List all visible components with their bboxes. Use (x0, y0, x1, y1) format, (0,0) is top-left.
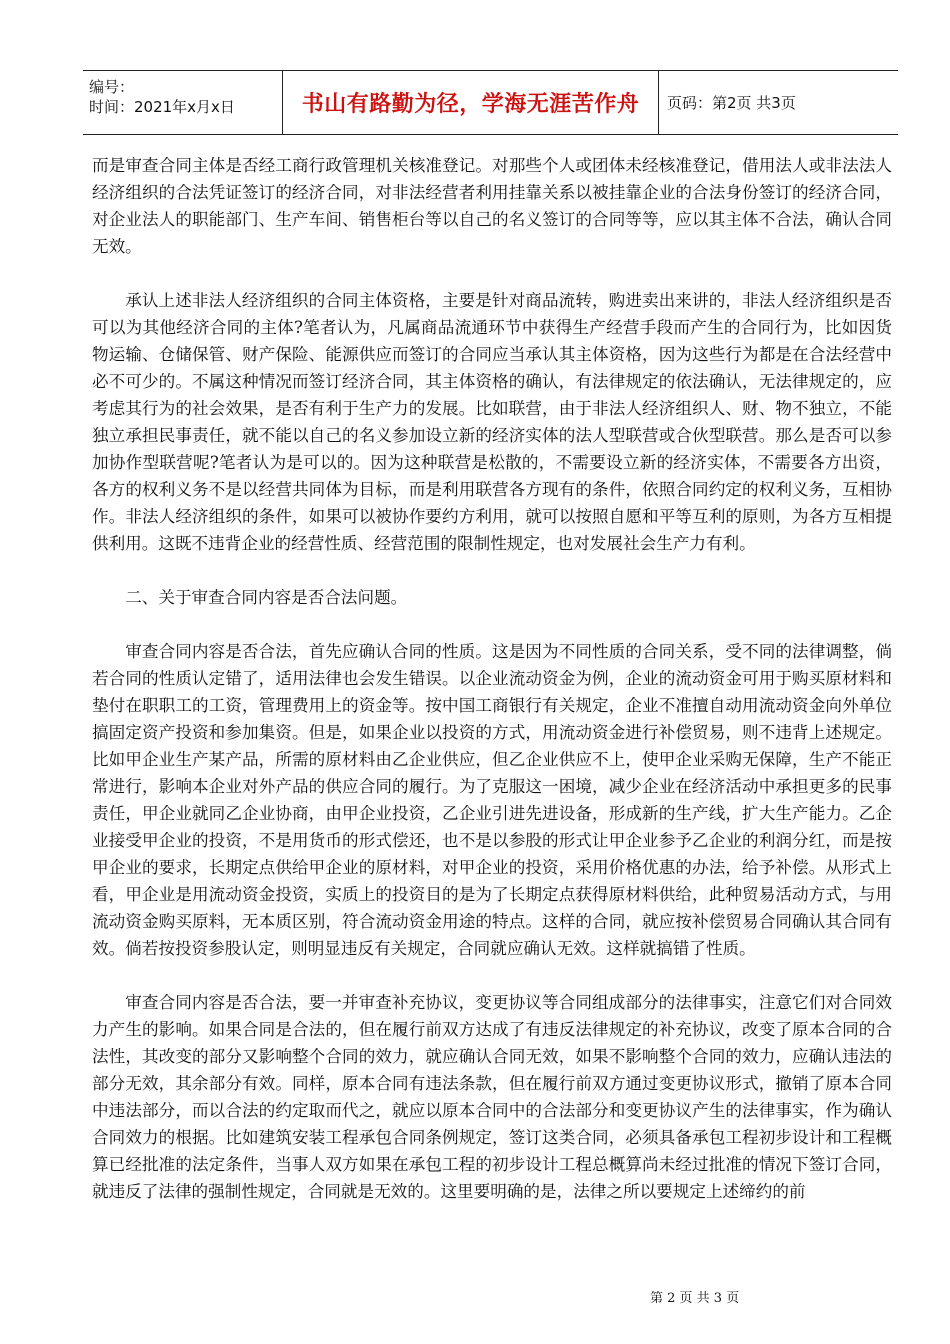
section-heading: 二、关于审查合同内容是否合法问题。 (125, 588, 408, 607)
document-body (92, 152, 892, 1205)
header-motto: 书山有路勤为径，学海无涯苦作舟 (283, 71, 659, 134)
header-meta (83, 71, 283, 134)
paragraph: 承认上述非法人经济组织的合同主体资格，主要是针对商品流转，购进卖出来讲的，非法人经济组织是否可以为其他经济合同的主体?笔者认为，凡属商品流通环节中获得生产经营手段而产生的合同行为，比如因货物运输、仓储保管、财产保险、能源供应而签订的合同应当承认其主体资格，因为这些行为都是在合法经营中必不可少的。不属这种情况而签订经济合同，其主体资格的确认，有法律规定的依法确认，无法律规定的，应考虑其行为的社会效果，是否有利于生产力的发展。比如联营，由于非法人经济组织人、财、物不独立，不能独立承担民事责任，就不能以自己的名义参加设立新的经济实体的法人型联营或合伙型联营。那么是否可以参加协作型联营呢?笔者认为是可以的。因为这种联营是松散的，不需要设立新的经济实体，不需要各方出资，各方的权利义务不是以经营共同体为目标，而是利用联营各方现有的条件，依照合同约定的权利义务，互相协作。非法人经济组织的条件，如果可以被协作要约方利用，就可以按照自愿和平等互利的原则，为各方互相提供利用。这既不违背企业的经营性质、经营范围的限制性规定，也对发展社会生产力有利。 (92, 291, 892, 553)
header-page-info: 页码：第2页 共3页 (667, 94, 796, 112)
paragraph-continuation: 而是审查合同主体是否经工商行政管理机关核准登记。对那些个人或团体未经核准登记，借用法人或非法法人经济组织的合法凭证签订的经济合同，对非法经营者利用挂靠关系以被挂靠企业的合法身份签订的经济合同，对企业法人的职能部门、生产车间、销售柜台等以自己的名义签订的合同等等，应以其主体不合法，确认合同无效。 (92, 156, 892, 256)
time-label: 时间：2021年x月x日 (89, 98, 235, 116)
paragraph: 审查合同内容是否合法，首先应确认合同的性质。这是因为不同性质的合同关系，受不同的法律调整，倘若合同的性质认定错了，适用法律也会发生错误。以企业流动资金为例，企业的流动资金可用于购买原材料和垫付在职职工的工资，管理费用上的资金等。按中国工商银行有关规定，企业不准擅自动用流动资金向外单位搞固定资产投资和参加集资。但是，如果企业以投资的方式，用流动资金进行补偿贸易，则不违背上述规定。比如甲企业生产某产品，所需的原材料由乙企业供应，但乙企业供应不上，使甲企业采购无保障，生产不能正常进行，影响本企业对外产品的供应合同的履行。为了克服这一困境，减少企业在经济活动中承担更多的民事责任，甲企业就同乙企业协商，由甲企业投资，乙企业引进先进设备，形成新的生产线，扩大生产能力。乙企业接受甲企业的投资，不是用货币的形式偿还，也不是以参股的形式让甲企业参予乙企业的利润分红，而是按甲企业的要求，长期定点供给甲企业的原材料，对甲企业的投资，采用价格优惠的办法，给予补偿。从形式上看，甲企业是用流动资金投资，实质上的投资目的是为了长期定点获得原材料供给，此种贸易活动方式，与用流动资金购买原料，无本质区别，符合流动资金用途的特点。这样的合同，就应按补偿贸易合同确认其合同有效。倘若按投资参股认定，则明显违反有关规定，合同就应确认无效。这样就搞错了性质。 (92, 642, 892, 958)
page-footer: 第 2 页 共 3 页 (650, 1291, 740, 1306)
number-label: 编号： (89, 78, 135, 96)
paragraph: 审查合同内容是否合法，要一并审查补充协议，变更协议等合同组成部分的法律事实，注意它们对合同效力产生的影响。如果合同是合法的，但在履行前双方达成了有违反法律规定的补充协议，改变了原本合同的合法性，其改变的部分又影响整个合同的效力，就应确认合同无效，如果不影响整个合同的效力，应确认违法的部分无效，其余部分有效。同样，原本合同有违法条款，但在履行前双方通过变更协议形式，撤销了原本合同中违法部分，而以合法的约定取而代之，就应以原本合同中的合法部分和变更协议产生的法律事实，作为确认合同效力的根据。比如建筑安装工程承包合同条例规定，签订这类合同，必须具备承包工程初步设计和工程概算已经批准的法定条件，当事人双方如果在承包工程的初步设计工程总概算尚未经过批准的情况下签订合同，就违反了法律的强制性规定，合同就是无效的。这里要明确的是，法律之所以要规定上述缔约的前 (92, 993, 892, 1201)
page-header (83, 70, 898, 135)
